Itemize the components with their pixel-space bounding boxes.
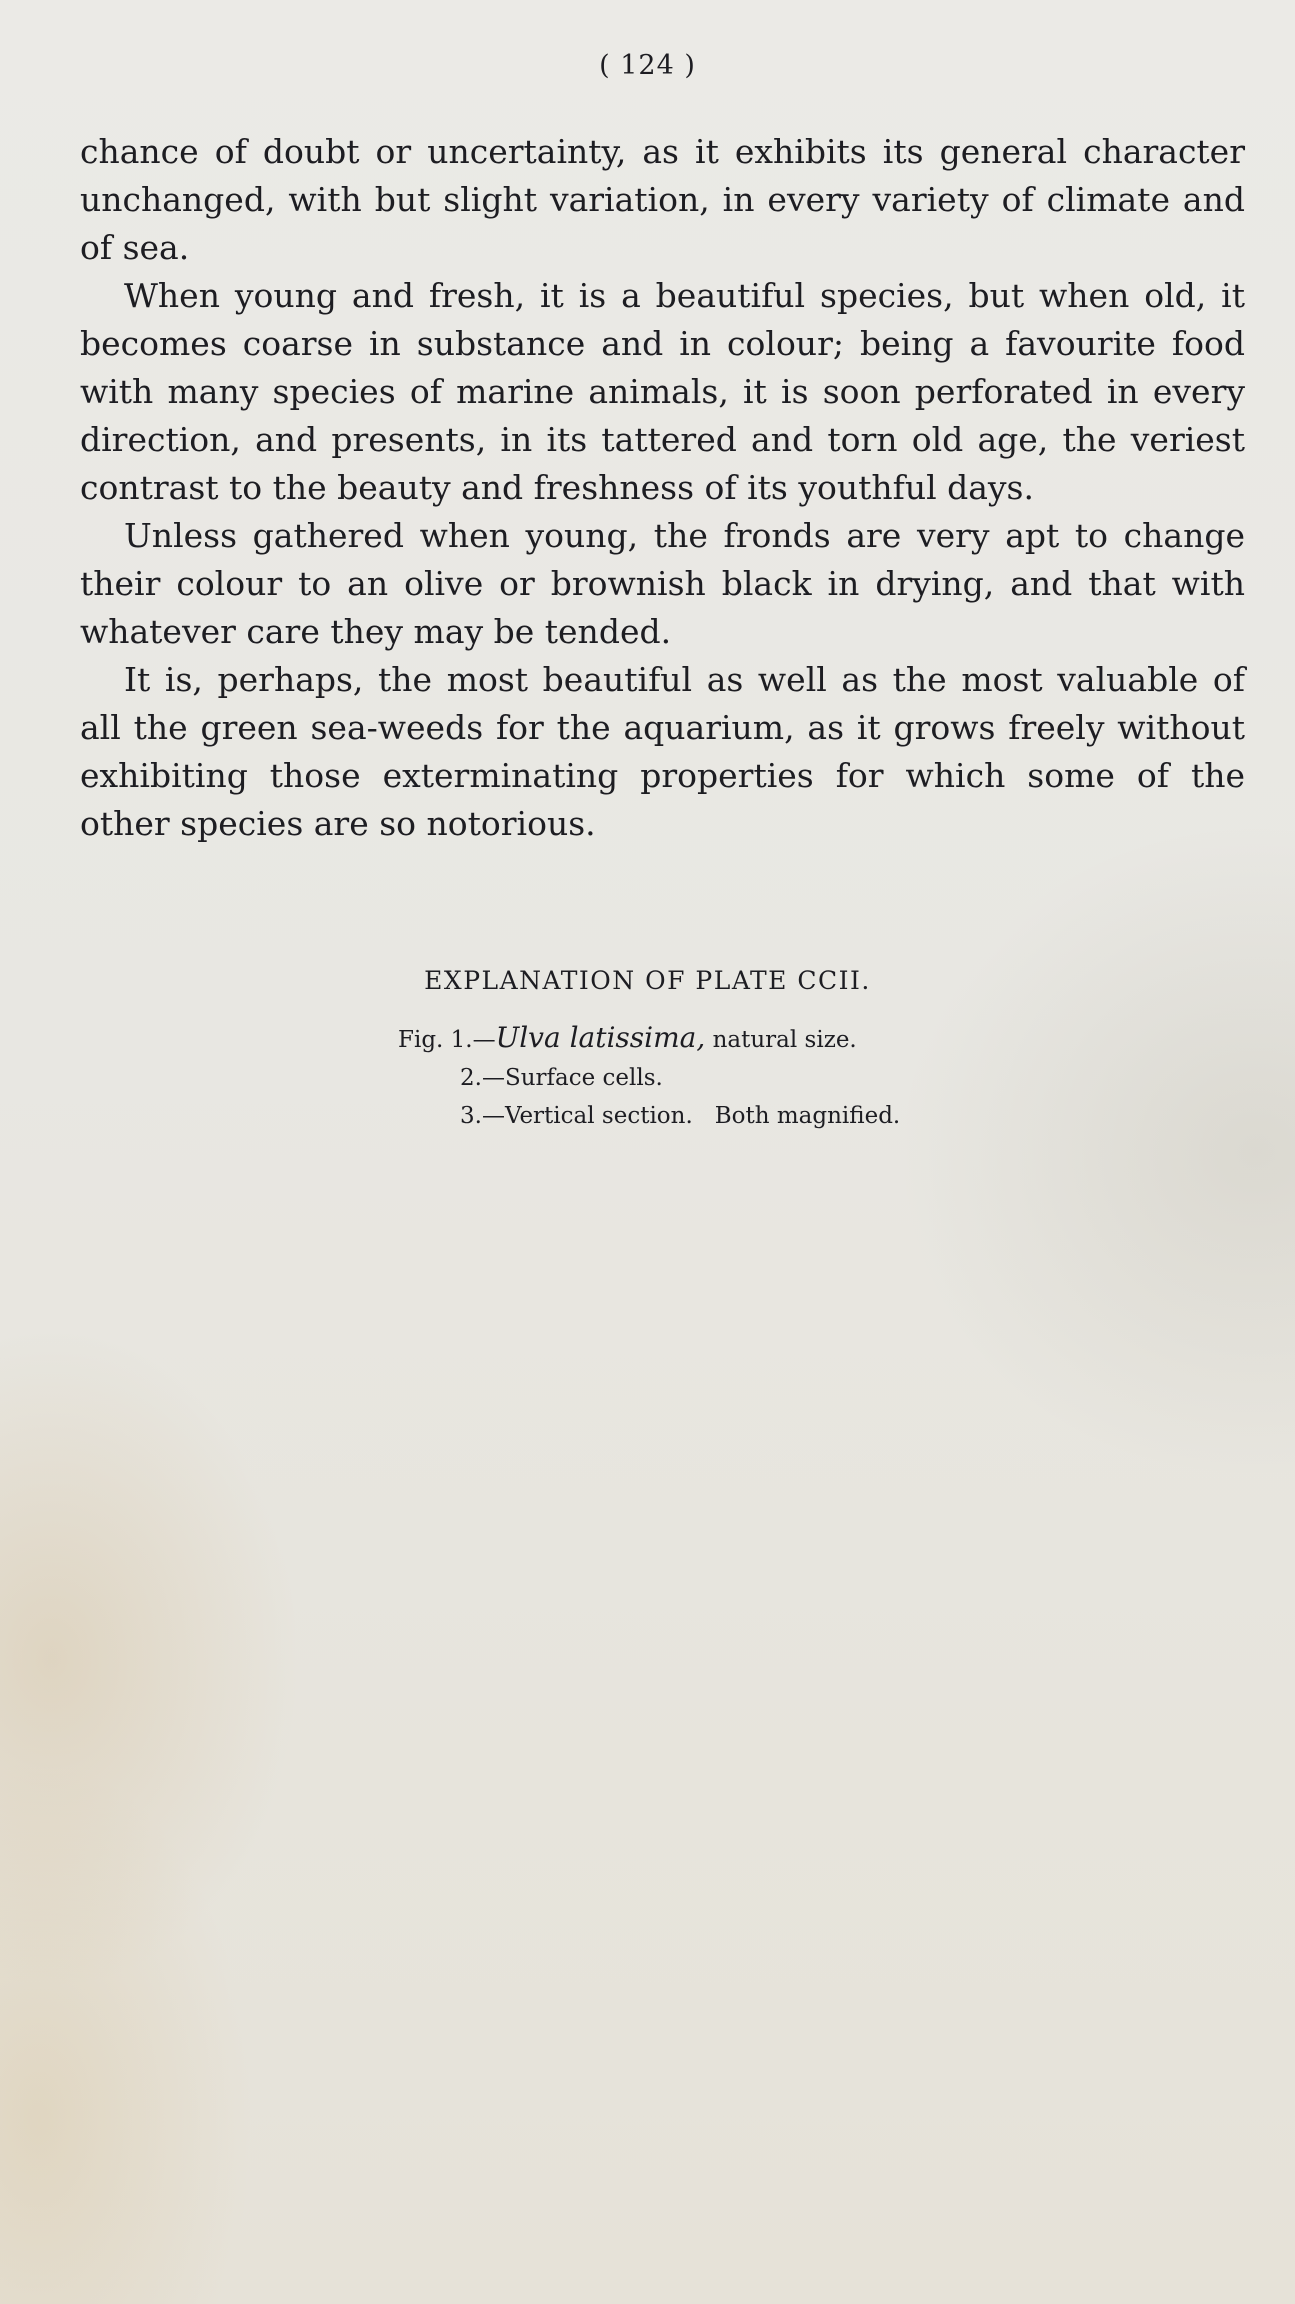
figure-1-caption xyxy=(0,1019,1295,1059)
figure-2-caption: 2.—Surface cells. xyxy=(460,1065,663,1091)
figure-1-prefix: Fig. 1.— xyxy=(398,1027,496,1053)
paragraph-continued: chance of doubt or uncertainty, as it exhibits its general character unchanged, with but slight variation, in every variety of climate and of sea. xyxy=(80,132,1245,267)
figure-3-caption: 3.—Vertical section. Both magnified. xyxy=(460,1103,901,1129)
figure-1-suffix: natural size. xyxy=(705,1027,857,1053)
plate-explanation xyxy=(0,966,1295,1135)
page-number: ( 124 ) xyxy=(599,50,696,81)
paragraph-unless-gathered: Unless gathered when young, the fronds are very apt to change their colour to an olive or brownish black in drying, and that with whatever care they may be tended. xyxy=(80,516,1245,651)
explanation-heading: EXPLANATION OF PLATE CCII. xyxy=(424,966,871,995)
paragraph-young-and-fresh: When young and fresh, it is a beautiful species, but when old, it becomes coarse in substance and in colour; being a favourite food with many species of marine animals, it is soon perforated in every direction, and presents, in its tattered and torn old age, the veriest contrast to the beauty and freshness of its youthful days. xyxy=(80,276,1245,507)
paragraph-aquarium: It is, perhaps, the most beautiful as well as the most valuable of all the green sea-weeds for the aquarium, as it grows freely without exhibiting those exterminating properties for which some of the other species are so notorious. xyxy=(80,660,1245,843)
figure-list xyxy=(0,1019,1295,1135)
body-text xyxy=(80,128,1245,848)
species-name: Ulva latissima, xyxy=(495,1021,706,1054)
